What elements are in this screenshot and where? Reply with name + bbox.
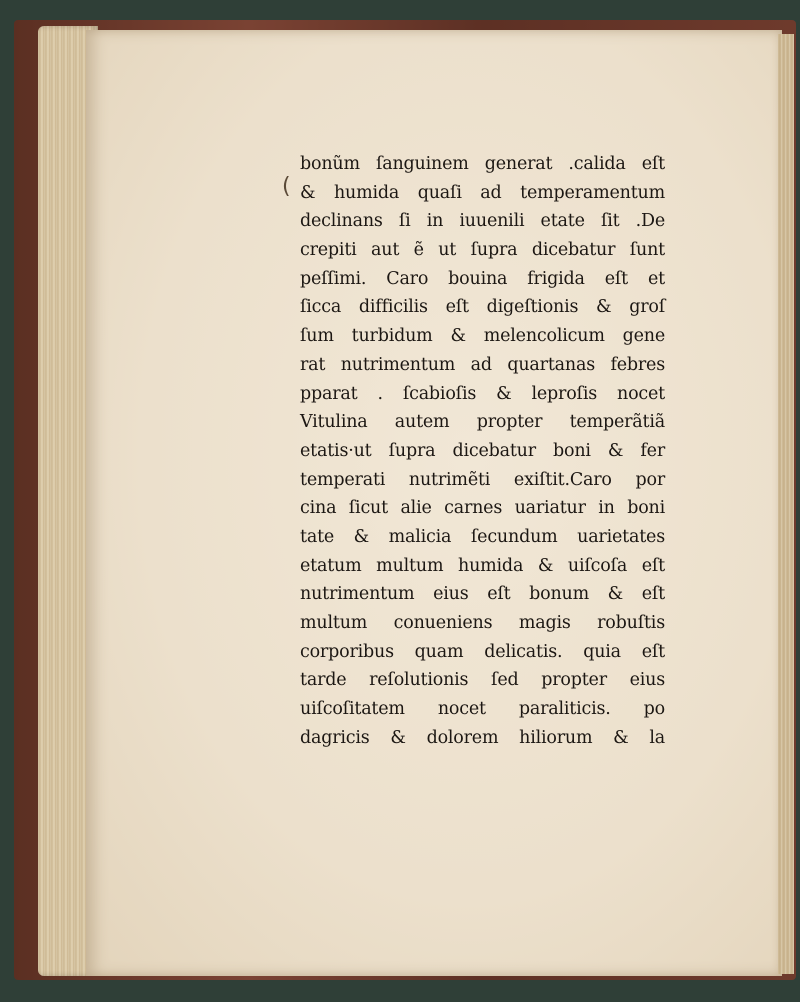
text-line-6: ſicca difficilis eſt digeſtionis & groſ — [300, 297, 665, 318]
text-line-1: bonũm ſanguinem generat .calida eſt — [300, 154, 665, 174]
text-line-16: nutrimentum eius eſt bonum & eſt — [300, 584, 665, 605]
text-line-13: cina ſicut alie carnes uariatur in boni — [300, 498, 665, 519]
text-line-11: etatis·ut ſupra dicebatur boni & fer — [300, 440, 665, 461]
text-line-4: crepiti aut ẽ ut ſupra dicebatur ſunt — [300, 240, 665, 261]
text-line-15: etatum multum humida & uiſcoſa eſt — [300, 555, 665, 576]
text-line-7: ſum turbidum & melencolicum gene — [300, 326, 665, 347]
text-line-10: Vitulina autem propter temperãtiã — [300, 412, 665, 433]
text-line-20: uiſcoſitatem nocet paraliticis. po — [300, 699, 665, 720]
text-line-9: pparat . ſcabioſis & leproſis nocet — [300, 383, 665, 404]
text-line-18: corporibus quam delicatis. quia eſt — [300, 641, 665, 662]
text-line-2: & humida quaſi ad temperamentum — [300, 182, 665, 203]
text-line-12: temperati nutrimẽti exiſtit.Caro por — [300, 469, 665, 490]
text-line-5: peſſimi. Caro bouina frigida eſt et — [300, 268, 665, 289]
text-line-8: rat nutrimentum ad quartanas febres — [300, 354, 665, 375]
text-block — [300, 150, 665, 752]
text-line-17: multum conueniens magis robuſtis — [300, 613, 665, 633]
text-line-3: declinans ſi in iuuenili etate ſit .De — [300, 211, 665, 232]
text-line-19: tarde reſolutionis ſed propter eius — [300, 670, 665, 691]
text-line-14: tate & malicia ſecundum uarietates — [300, 526, 665, 547]
margin-bracket-mark: ( — [282, 174, 291, 199]
text-line-21: dagricis & dolorem hiliorum & la — [300, 727, 665, 748]
page-edges-right — [778, 34, 794, 974]
